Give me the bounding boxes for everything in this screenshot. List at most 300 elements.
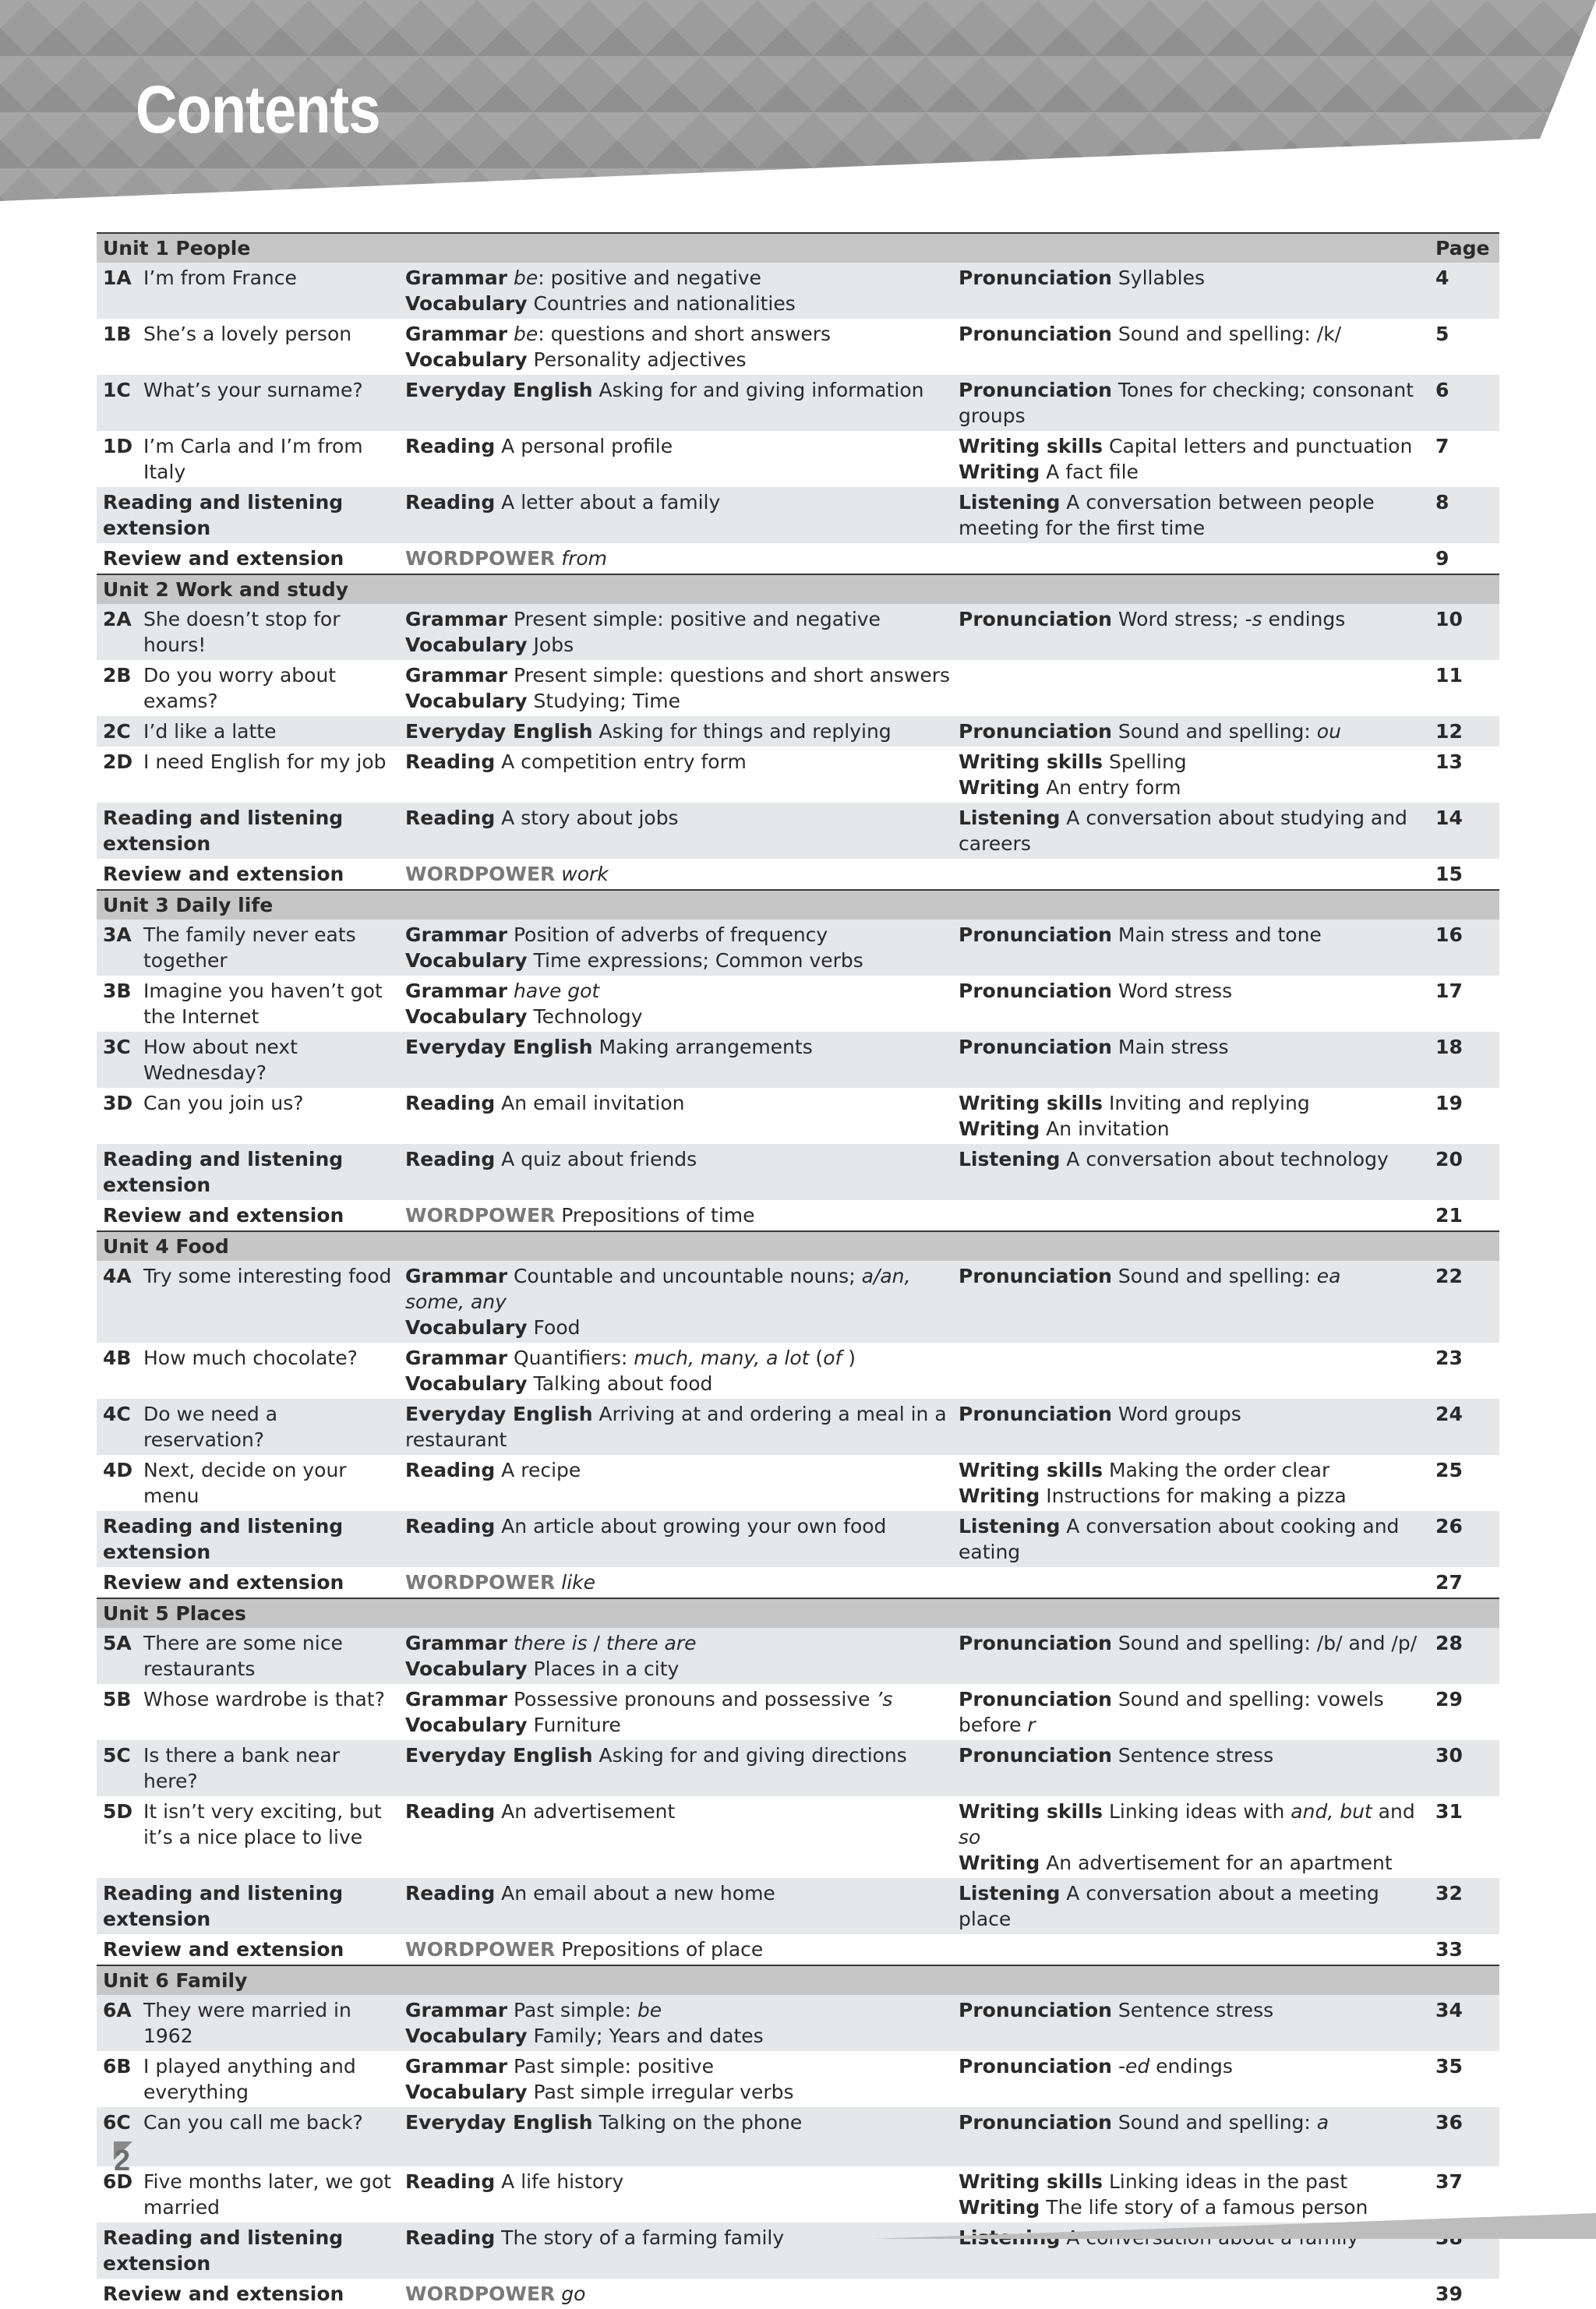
section-label: Grammar bbox=[405, 923, 508, 946]
entry-text: Main stress and tone bbox=[1111, 923, 1322, 946]
lesson-code: 6B bbox=[103, 2055, 132, 2078]
entry-text: Present simple: positive and negative bbox=[507, 608, 881, 630]
entry-line bbox=[405, 1202, 952, 1228]
unit-header-row bbox=[97, 233, 1499, 263]
entry-line bbox=[405, 1401, 952, 1453]
entry-text: Capital letters and punctuation bbox=[1103, 435, 1413, 457]
lesson-code: 2D bbox=[103, 750, 133, 773]
section-label: Reading bbox=[405, 807, 496, 829]
entry-line bbox=[959, 1116, 1429, 1142]
page-ref: 25 bbox=[1435, 1459, 1463, 1481]
entry-line bbox=[959, 922, 1429, 948]
section-label: Grammar bbox=[405, 323, 508, 345]
entry-text: A personal profile bbox=[495, 435, 673, 457]
entry-text: Main stress bbox=[1111, 1036, 1229, 1058]
page-ref: 4 bbox=[1429, 263, 1499, 319]
skills-cell bbox=[952, 1995, 1429, 2051]
entry-text: Technology bbox=[527, 1005, 643, 1028]
section-label: Pronunciation bbox=[959, 1688, 1112, 1711]
entry-line bbox=[959, 321, 1429, 347]
emphasis-text: go bbox=[561, 2283, 586, 2305]
entry-text: Possessive pronouns and possessive bbox=[507, 1688, 877, 1711]
unit-heading: Unit 6 Family bbox=[97, 1965, 1429, 1995]
section-label: Writing skills bbox=[959, 1092, 1103, 1114]
entry-text: Talking on the phone bbox=[592, 2111, 803, 2134]
entry-line bbox=[405, 662, 952, 688]
section-label: Reading bbox=[405, 750, 496, 773]
entry-line bbox=[405, 1937, 952, 1962]
grammar-vocab-cell bbox=[399, 976, 952, 1032]
page-ref: 13 bbox=[1435, 750, 1463, 773]
page-ref: 24 bbox=[1429, 1399, 1499, 1455]
entry-line bbox=[405, 2053, 952, 2079]
entry-text: A conversation about studying and careers bbox=[959, 807, 1407, 855]
lesson-code: 4D bbox=[103, 1459, 133, 1481]
entry-text: Talking about food bbox=[527, 1372, 713, 1395]
section-label: Vocabulary bbox=[405, 1316, 528, 1339]
lesson-title: Try some interesting food bbox=[137, 1261, 399, 1343]
entry-text: A quiz about friends bbox=[495, 1148, 697, 1170]
skills-cell bbox=[952, 1144, 1429, 1200]
entry-line bbox=[405, 1569, 952, 1595]
entry-text: An email about a new home bbox=[495, 1882, 775, 1905]
skills-cell bbox=[952, 1261, 1429, 1343]
section-label: Pronunciation bbox=[959, 923, 1112, 946]
page-column-label: Page bbox=[1429, 233, 1499, 263]
emphasis-text: r bbox=[1027, 1714, 1036, 1736]
entry-text: Prepositions of time bbox=[555, 1204, 755, 1227]
lesson-title: How much chocolate? bbox=[143, 1347, 358, 1369]
skills-cell bbox=[952, 604, 1429, 660]
extension-title: Reading and listening extension bbox=[97, 2223, 399, 2279]
grammar-vocab-cell bbox=[399, 1032, 952, 1088]
emphasis-text: have got bbox=[513, 980, 600, 1002]
lesson-title: How about next Wednesday? bbox=[137, 1032, 399, 1088]
extension-row bbox=[97, 1200, 1499, 1231]
page-ref: 32 bbox=[1429, 1878, 1499, 1934]
wordpower-label: WORDPOWER bbox=[405, 1204, 556, 1227]
entry-line bbox=[405, 606, 952, 632]
emphasis-text: a/an, some, any bbox=[405, 1265, 911, 1313]
page-ref: 6 bbox=[1429, 375, 1499, 431]
skills-cell bbox=[952, 1088, 1429, 1144]
skills-cell bbox=[952, 487, 1429, 543]
entry-line bbox=[405, 948, 952, 973]
section-label: Pronunciation bbox=[959, 1744, 1112, 1767]
unit-header-row bbox=[97, 890, 1499, 920]
lesson-code: 6D bbox=[103, 2170, 133, 2193]
section-label: Reading bbox=[405, 435, 496, 457]
extension-row bbox=[97, 2279, 1499, 2309]
grammar-vocab-cell bbox=[399, 1878, 952, 1934]
wordpower-label: WORDPOWER bbox=[405, 547, 556, 570]
entry-line bbox=[959, 1090, 1429, 1116]
entry-line bbox=[405, 489, 952, 515]
grammar-vocab-cell bbox=[399, 431, 952, 487]
section-label: Reading bbox=[405, 1882, 496, 1905]
lesson-code: 2C bbox=[97, 716, 137, 747]
entry-text: Inviting and replying bbox=[1103, 1092, 1310, 1114]
entry-text: An article about growing your own food bbox=[495, 1515, 887, 1538]
entry-text: A conversation between people meeting for the first time bbox=[959, 491, 1375, 539]
entry-line bbox=[959, 1630, 1429, 1656]
grammar-vocab-cell bbox=[399, 1261, 952, 1343]
entry-line bbox=[405, 1712, 952, 1738]
entry-line bbox=[959, 2053, 1429, 2079]
entry-line bbox=[959, 1686, 1429, 1738]
skills-cell bbox=[952, 543, 1429, 574]
section-label: Vocabulary bbox=[405, 949, 528, 972]
entry-line bbox=[405, 321, 952, 347]
skills-cell bbox=[952, 859, 1429, 890]
unit-header-row bbox=[97, 1231, 1499, 1261]
entry-text: Tones for checking; consonant groups bbox=[959, 379, 1414, 427]
lesson-row bbox=[97, 2051, 1499, 2107]
grammar-vocab-cell bbox=[399, 263, 952, 319]
lesson-row bbox=[97, 1032, 1499, 1088]
entry-text: A conversation about technology bbox=[1060, 1148, 1389, 1170]
entry-text: Family; Years and dates bbox=[527, 2025, 764, 2047]
extension-row bbox=[97, 487, 1499, 543]
entry-line bbox=[959, 606, 1429, 632]
lesson-code: 3C bbox=[97, 1032, 137, 1088]
lesson-code: 3A bbox=[97, 920, 137, 976]
entry-text: A conversation about a meeting place bbox=[959, 1882, 1379, 1930]
skills-cell bbox=[952, 803, 1429, 859]
section-label: Reading bbox=[405, 1515, 496, 1538]
lesson-title: Whose wardrobe is that? bbox=[143, 1688, 385, 1711]
entry-line bbox=[405, 347, 952, 372]
entry-line bbox=[405, 1146, 952, 1172]
section-label: Pronunciation bbox=[959, 1999, 1112, 2021]
page-ref: 12 bbox=[1429, 716, 1499, 747]
skills-cell bbox=[952, 1567, 1429, 1598]
emphasis-text: like bbox=[561, 1571, 596, 1594]
section-label: Writing skills bbox=[959, 435, 1103, 457]
section-label: Grammar bbox=[405, 664, 508, 687]
skills-cell bbox=[952, 920, 1429, 976]
entry-line bbox=[959, 265, 1429, 291]
emphasis-text: be bbox=[513, 323, 538, 345]
lesson-code: 6C bbox=[97, 2107, 137, 2166]
skills-cell bbox=[952, 1878, 1429, 1934]
lesson-title: Can you join us? bbox=[143, 1092, 304, 1114]
section-label: Writing skills bbox=[959, 1459, 1103, 1481]
section-label: Pronunciation bbox=[959, 267, 1112, 289]
lesson-row bbox=[97, 1399, 1499, 1455]
entry-text: An advertisement for an apartment bbox=[1040, 1852, 1393, 1874]
entry-line bbox=[405, 1004, 952, 1029]
lesson-title: There are some nice restaurants bbox=[137, 1628, 399, 1684]
section-label: Grammar bbox=[405, 1347, 508, 1369]
skills-cell bbox=[952, 747, 1429, 803]
page-title: Contents bbox=[136, 72, 380, 147]
entry-line bbox=[959, 805, 1429, 856]
skills-cell bbox=[952, 319, 1429, 375]
section-label: Grammar bbox=[405, 1999, 508, 2021]
emphasis-text: -ed bbox=[1118, 2055, 1150, 2078]
entry-text: Past simple: positive bbox=[507, 2055, 714, 2078]
section-label: Reading bbox=[405, 1148, 496, 1170]
section-label: Vocabulary bbox=[405, 292, 528, 315]
section-label: Everyday English bbox=[405, 1036, 593, 1058]
unit-header-row bbox=[97, 574, 1499, 604]
page-column-label bbox=[1429, 1231, 1499, 1261]
entry-text: Furniture bbox=[527, 1714, 621, 1736]
page-ref: 27 bbox=[1435, 1571, 1463, 1594]
skills-cell bbox=[952, 1200, 1429, 1231]
page-column-label bbox=[1429, 1598, 1499, 1628]
entry-text: Word stress bbox=[1111, 980, 1233, 1002]
grammar-vocab-cell bbox=[399, 1399, 952, 1455]
lesson-title: I need English for my job bbox=[143, 750, 387, 773]
lesson-title: Five months later, we got married bbox=[143, 2170, 392, 2219]
section-label: Writing bbox=[959, 1852, 1040, 1874]
entry-line bbox=[959, 489, 1429, 541]
entry-line bbox=[959, 1457, 1429, 1483]
skills-cell bbox=[952, 716, 1429, 747]
entry-text: ) bbox=[842, 1347, 856, 1369]
lesson-row bbox=[97, 1343, 1499, 1399]
page-ref: 20 bbox=[1429, 1144, 1499, 1200]
page-ref: 31 bbox=[1435, 1800, 1463, 1823]
page-ref: 33 bbox=[1435, 1938, 1463, 1961]
entry-text bbox=[507, 323, 514, 345]
section-label: Writing bbox=[959, 2196, 1040, 2219]
extension-row bbox=[97, 1511, 1499, 1567]
section-label: Pronunciation bbox=[959, 1632, 1112, 1654]
entry-line bbox=[405, 265, 952, 291]
entry-text: Time expressions; Common verbs bbox=[527, 949, 863, 972]
section-label: Grammar bbox=[405, 1688, 508, 1711]
entry-text: Places in a city bbox=[527, 1658, 680, 1680]
entry-line bbox=[405, 2225, 952, 2251]
section-label: Reading bbox=[405, 1092, 496, 1114]
section-label: Listening bbox=[959, 491, 1061, 514]
section-label: Writing bbox=[959, 1485, 1040, 1507]
section-label: Reading bbox=[405, 491, 496, 514]
entry-text: Past simple irregular verbs bbox=[527, 2081, 794, 2103]
page-ref: 39 bbox=[1435, 2283, 1463, 2305]
extension-row bbox=[97, 1144, 1499, 1200]
section-label: Vocabulary bbox=[405, 690, 528, 712]
entry-text bbox=[507, 1632, 514, 1654]
entry-line bbox=[405, 1034, 952, 1060]
unit-heading: Unit 3 Daily life bbox=[97, 890, 1429, 920]
entry-text: Quantifiers: bbox=[507, 1347, 634, 1369]
page-ref: 5 bbox=[1435, 323, 1449, 345]
section-label: Writing skills bbox=[959, 1800, 1103, 1823]
entry-text: Prepositions of place bbox=[555, 1938, 764, 1961]
grammar-vocab-cell bbox=[399, 2051, 952, 2107]
section-label: Listening bbox=[959, 807, 1061, 829]
lesson-title: She’s a lovely person bbox=[143, 323, 352, 345]
lesson-row bbox=[97, 431, 1499, 487]
entry-line bbox=[405, 1656, 952, 1682]
entry-text: Present simple: questions and short answers bbox=[507, 664, 951, 687]
entry-line bbox=[405, 1345, 952, 1371]
lesson-row bbox=[97, 2107, 1499, 2166]
entry-text: The life story of a famous person bbox=[1040, 2196, 1368, 2219]
entry-line bbox=[405, 1457, 952, 1483]
lesson-title: It isn’t very exciting, but it’s a nice place to live bbox=[143, 1800, 382, 1848]
entry-line bbox=[959, 775, 1429, 800]
entry-text: Sound and spelling: bbox=[1111, 2111, 1317, 2134]
extension-row bbox=[97, 1567, 1499, 1598]
entry-line bbox=[405, 922, 952, 948]
grammar-vocab-cell bbox=[399, 1796, 952, 1878]
section-label: Pronunciation bbox=[959, 323, 1112, 345]
entry-text: / bbox=[587, 1632, 606, 1654]
page-ref: 15 bbox=[1435, 863, 1463, 885]
section-label: Pronunciation bbox=[959, 2055, 1112, 2078]
entry-text bbox=[507, 267, 514, 289]
lesson-row bbox=[97, 1261, 1499, 1343]
entry-text bbox=[1112, 2055, 1118, 2078]
entry-line bbox=[959, 749, 1429, 775]
entry-text bbox=[507, 980, 514, 1002]
extension-row bbox=[97, 543, 1499, 574]
page-column-label bbox=[1429, 1965, 1499, 1995]
skills-cell bbox=[952, 431, 1429, 487]
section-label: Everyday English bbox=[405, 1403, 593, 1425]
section-label: Writing bbox=[959, 461, 1040, 483]
section-label: Everyday English bbox=[405, 379, 593, 401]
entry-line bbox=[405, 861, 952, 887]
section-label: Vocabulary bbox=[405, 1005, 528, 1028]
page-ref: 21 bbox=[1435, 1204, 1463, 1227]
emphasis-text: from bbox=[561, 547, 607, 570]
entry-text: Studying; Time bbox=[527, 690, 680, 712]
grammar-vocab-cell bbox=[399, 660, 952, 716]
grammar-vocab-cell bbox=[399, 1343, 952, 1399]
section-label: Reading bbox=[405, 2170, 496, 2193]
entry-line bbox=[405, 1686, 952, 1712]
lesson-title: What’s your surname? bbox=[137, 375, 399, 431]
section-label: Grammar bbox=[405, 980, 508, 1002]
lesson-code: 2A bbox=[97, 604, 137, 660]
page-ref: 30 bbox=[1429, 1740, 1499, 1796]
section-label: Pronunciation bbox=[959, 2111, 1112, 2134]
grammar-vocab-cell bbox=[399, 1995, 952, 2051]
lesson-title: Do we need a reservation? bbox=[137, 1399, 399, 1455]
grammar-vocab-cell bbox=[399, 803, 952, 859]
entry-line bbox=[405, 545, 952, 571]
entry-line bbox=[405, 2169, 952, 2194]
entry-text: : questions and short answers bbox=[538, 323, 832, 345]
page-ref: 26 bbox=[1429, 1511, 1499, 1567]
lesson-row bbox=[97, 747, 1499, 803]
extension-title: Reading and listening extension bbox=[97, 487, 399, 543]
lesson-row bbox=[97, 1740, 1499, 1796]
skills-cell bbox=[952, 660, 1429, 716]
entry-line bbox=[405, 978, 952, 1004]
entry-text: Food bbox=[527, 1316, 581, 1339]
skills-cell bbox=[952, 2051, 1429, 2107]
entry-text: Sound and spelling: bbox=[1111, 1265, 1317, 1287]
grammar-vocab-cell bbox=[399, 2279, 952, 2309]
section-label: Pronunciation bbox=[959, 980, 1112, 1002]
section-label: Pronunciation bbox=[959, 379, 1112, 401]
page-number: 2 bbox=[114, 2145, 131, 2177]
skills-cell bbox=[952, 1032, 1429, 1088]
lesson-title: Do you worry about exams? bbox=[143, 664, 337, 712]
section-label: Vocabulary bbox=[405, 2025, 528, 2047]
grammar-vocab-cell bbox=[399, 920, 952, 976]
section-label: Listening bbox=[959, 1148, 1061, 1170]
unit-heading: Unit 4 Food bbox=[97, 1231, 1429, 1261]
lesson-title: She doesn’t stop for hours! bbox=[137, 604, 399, 660]
entry-line bbox=[405, 1630, 952, 1656]
section-label: Pronunciation bbox=[959, 1036, 1112, 1058]
lesson-code: 1B bbox=[103, 323, 132, 345]
wordpower-label: WORDPOWER bbox=[405, 1938, 556, 1961]
section-label: Reading bbox=[405, 1800, 496, 1823]
wordpower-label: WORDPOWER bbox=[405, 863, 556, 885]
section-label: Grammar bbox=[405, 1632, 508, 1654]
section-label: Reading bbox=[405, 1459, 496, 1481]
entry-line bbox=[405, 1371, 952, 1396]
entry-text: Asking for and giving directions bbox=[592, 1744, 907, 1767]
page-ref: 11 bbox=[1435, 664, 1463, 687]
grammar-vocab-cell bbox=[399, 1740, 952, 1796]
entry-line bbox=[959, 1799, 1429, 1850]
emphasis-text: so bbox=[959, 1826, 981, 1848]
entry-line bbox=[405, 1742, 952, 1768]
section-label: Everyday English bbox=[405, 1744, 593, 1767]
entry-text: An email invitation bbox=[495, 1092, 685, 1114]
extension-title: Review and extension bbox=[103, 1204, 344, 1227]
emphasis-text: much, many, a lot bbox=[634, 1347, 810, 1369]
section-label: Vocabulary bbox=[405, 1714, 528, 1736]
section-label: Grammar bbox=[405, 608, 508, 630]
entry-text: Jobs bbox=[527, 634, 574, 656]
section-label: Grammar bbox=[405, 267, 508, 289]
entry-line bbox=[959, 459, 1429, 485]
lesson-title: Imagine you haven’t got the Internet bbox=[143, 980, 383, 1028]
entry-line bbox=[959, 2169, 1429, 2194]
contents-table bbox=[97, 232, 1499, 2309]
section-label: Reading bbox=[405, 2226, 496, 2249]
entry-text: Position of adverbs of frequency bbox=[507, 923, 828, 946]
grammar-vocab-cell bbox=[399, 375, 952, 431]
lesson-title: I’m Carla and I’m from Italy bbox=[143, 435, 363, 483]
entry-line bbox=[405, 1315, 952, 1340]
lesson-title: Next, decide on your menu bbox=[143, 1459, 347, 1507]
skills-cell bbox=[952, 375, 1429, 431]
entry-line bbox=[959, 377, 1429, 429]
lesson-code: 4C bbox=[97, 1399, 137, 1455]
lesson-title: They were married in 1962 bbox=[137, 1995, 399, 2051]
entry-line bbox=[405, 805, 952, 831]
entry-text: Sentence stress bbox=[1111, 1744, 1274, 1767]
lesson-code: 3D bbox=[103, 1092, 133, 1114]
entry-line bbox=[405, 1799, 952, 1824]
entry-line bbox=[405, 749, 952, 775]
entry-text: A letter about a family bbox=[495, 491, 721, 514]
page-ref: 35 bbox=[1435, 2055, 1463, 2078]
lesson-title: I’d like a latte bbox=[137, 716, 399, 747]
entry-text: Word groups bbox=[1111, 1403, 1241, 1425]
grammar-vocab-cell bbox=[399, 716, 952, 747]
skills-cell bbox=[952, 2166, 1429, 2223]
extension-title: Reading and listening extension bbox=[97, 803, 399, 859]
skills-cell bbox=[952, 263, 1429, 319]
entry-text: : positive and negative bbox=[538, 267, 761, 289]
grammar-vocab-cell bbox=[399, 1200, 952, 1231]
section-label: Everyday English bbox=[405, 720, 593, 743]
page-ref: 8 bbox=[1429, 487, 1499, 543]
